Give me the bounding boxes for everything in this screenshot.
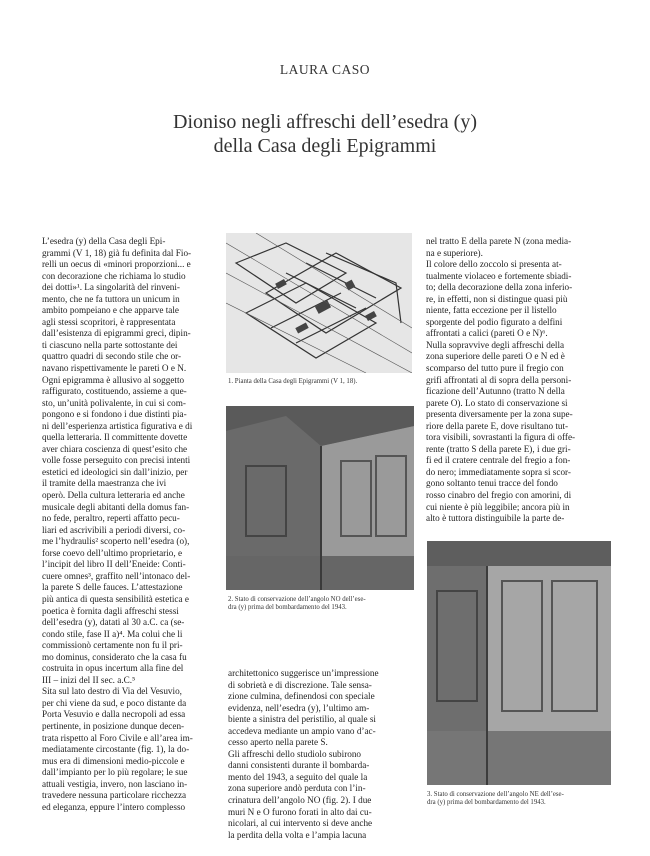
text-line: il tramite della maestranza che ivi [42, 478, 167, 489]
text-line: mus era di dimensioni medio-piccole e [42, 755, 185, 766]
text-line: cui niente è più leggibile; ancora più in [426, 501, 570, 512]
text-line: la perdita della volta e l’ampia lacuna [228, 829, 367, 840]
text-line: condo stile, fase II a)⁴. Ma colui che li [42, 628, 183, 639]
text-line: nel tratto E della parete N (zona media- [426, 236, 572, 246]
text-line: dei dotti»¹. La singolarità del rinveni- [42, 282, 180, 293]
text-line: grifi affrontati al di sopra della personi- [426, 374, 572, 385]
text-line: niente, fatta eccezione per il listello [426, 305, 557, 316]
text-line: III – inizi del II sec. a.C.⁵ [42, 674, 136, 685]
text-line: quella letteraria. Il committente dovette [42, 432, 188, 443]
text-line: dell’esedra (y), datati al 30 a.C. ca (se- [42, 617, 185, 628]
text-line: presenta diversamente per la zona supe- [426, 409, 573, 420]
text-line: tualmente violaceo e fortemente sbiadi- [426, 270, 572, 281]
title-line-1: Dioniso negli affreschi dell’esedra (y) [173, 111, 477, 133]
text-line: commissionò certamente non fu il pri- [42, 640, 183, 651]
text-line: dall’impianto per lo più regolare; le sue [42, 767, 188, 778]
text-line: evidenza, nell’esedra (y), l’ultimo am- [228, 702, 370, 713]
author-name: LAURA CASO [279, 62, 371, 77]
text-line: mo dominus, considerato che la casa fu [42, 651, 187, 662]
title-line-2: della Casa degli Epigrammi [213, 135, 437, 157]
text-line: dall’esistenza di epigrammi greci, dipin- [42, 328, 191, 339]
figure-1-caption [228, 378, 414, 386]
text-column-1 [42, 236, 218, 813]
text-line: fi ed il cratere centrale del fregio a fon- [426, 455, 571, 466]
figure-2-photo [226, 406, 414, 590]
text-line: scomparso del tutto pure il fregio con [426, 363, 564, 374]
text-line: ni dell’esperienza artistica figurativa e di [42, 420, 193, 431]
text-line: volle fosse perseguito con precisi intenti [42, 455, 191, 466]
text-line: estetici ed ideologici sin dall’inizio, per [42, 466, 188, 477]
text-line: alto è tuttora distinguibile la parte de- [426, 513, 565, 524]
text-line: ambito pompeiano e che apparve tale [42, 305, 179, 316]
text-line: zione culmina, definendosi con speciale [228, 691, 375, 702]
text-line: l’incipit del libro II dell’Eneide: Conti- [42, 559, 186, 570]
text-line: ti ciascuno nella parte sottostante dei [42, 339, 178, 350]
text-line: costruita in opus incertum alla fine del [42, 663, 184, 674]
text-line: trata rispetto al Foro Civile e all’area im- [42, 732, 193, 743]
text-line: re, in effetti, non si distingue quasi più [426, 293, 568, 304]
text-line: agli stessi scopritori, è rappresentata [42, 316, 176, 327]
caption-fig3-line1: 3. Stato di conservazione dell’angolo NE dell’ese- [427, 791, 564, 798]
text-line: rente (tratto S della parete E), i due gri- [426, 443, 571, 454]
text-line: travedere nessuna particolare ricchezza [42, 790, 187, 801]
text-line: la parete S delle fauces. L’attestazione [42, 582, 183, 593]
text-line: ed eleganza, eppure l’intero complesso [42, 801, 186, 812]
text-line: con decorazione che richiama lo studio [42, 270, 186, 281]
text-line: aver chiara coscienza di quest’esito che [42, 443, 188, 454]
caption-fig3-line2: dra (y) prima del bombardamento del 1943. [427, 799, 546, 807]
text-line: me l’hydraulis² scoperto nell’esedra (o), [42, 536, 190, 547]
figure-3-photo [427, 541, 611, 785]
text-line: mento, che ne fa tuttora un unicum in [42, 293, 180, 304]
text-line: di sobrietà e di discrezione. Tale sensa- [228, 679, 372, 690]
text-line: riore della parete E, dove risultano tut- [426, 420, 569, 431]
text-line: biente a sinistra del peristilio, al quale si [228, 714, 376, 725]
text-line: muri N e O furono forati in alto dai cu- [228, 806, 372, 817]
text-line: Ogni epigramma è allusivo al soggetto [42, 374, 185, 385]
text-line: liari ed ascrivibili a periodi diversi, co- [42, 524, 186, 535]
text-line: zona superiore andò perduta con l’in- [228, 783, 366, 794]
text-column-3 [426, 236, 612, 525]
text-line: affrontati a calici (pareti O e N)⁶. [426, 328, 548, 339]
figure-3-caption [427, 791, 613, 808]
text-line: no fede, peraltro, reperti affatto pecu- [42, 513, 180, 524]
text-line: Porta Vesuvio e dalla necropoli ad essa [42, 709, 186, 720]
caption-fig1: 1. Pianta della Casa degli Epigrammi (V 1, 18). [228, 378, 358, 385]
house-plan-drawing [226, 233, 412, 373]
text-column-2 [228, 668, 413, 841]
text-line: zona superiore delle pareti O e N ed è [426, 351, 565, 362]
caption-fig2-line2: dra (y) prima del bombardamento del 1943. [228, 604, 347, 612]
text-line: na e superiore). [426, 247, 483, 258]
text-line: danni consistenti durante il bombarda- [228, 760, 370, 771]
figure-1-plan [226, 233, 412, 373]
article-title [0, 110, 650, 158]
figure-2-caption [228, 596, 416, 613]
fresco-corner-no-photo [226, 406, 414, 590]
text-line: pongono e si fondono i due distinti pia- [42, 409, 187, 420]
text-line: relli un oecus di «minori proporzioni... e [42, 259, 191, 270]
text-line: per chi viene da sud, e poco distante da [42, 697, 187, 708]
text-line: quattro quadri di secondo stile che or- [42, 351, 182, 362]
text-line: parete O). Lo stato di conservazione si [426, 397, 568, 408]
text-line: gono soltanto tenui tracce del fondo [426, 478, 558, 489]
text-line: ficazione dell’Autunno (tratto N della [426, 386, 565, 397]
text-line: L’esedra (y) della Casa degli Epi- [42, 236, 166, 246]
text-line: sto, un’unità polivalente, in cui si com- [42, 397, 186, 408]
text-line: tora visibili, sovrastanti la figura di offe- [426, 432, 576, 443]
text-line: architettonico suggerisce un’impressione [228, 668, 379, 678]
fresco-corner-ne-photo [427, 541, 611, 785]
text-line: accedeva mediante un ampio vano d’ac- [228, 725, 376, 736]
text-line: attuali vestigia, invero, non lasciano in- [42, 778, 188, 789]
text-line: Sita sul lato destro di Via del Vesuvio, [42, 686, 182, 697]
text-line: cesso aperto nella parete S. [228, 737, 328, 748]
text-line: mediatamente circostante (fig. 1), la do- [42, 744, 190, 755]
text-line: do nero; immediatamente sopra si scor- [426, 466, 571, 477]
text-line: navano rispettivamente le pareti O e N. [42, 363, 187, 374]
text-line: operò. Della cultura letteraria ed anche [42, 490, 185, 501]
text-line: crinatura dell’angolo NO (fig. 2). I due [228, 795, 372, 806]
text-line: to; della decorazione della zona inferio- [426, 282, 573, 293]
text-line: mento del 1943, a seguito del quale la [228, 771, 368, 782]
caption-fig2-line1: 2. Stato di conservazione dell’angolo NO dell’ese- [228, 596, 366, 603]
text-line: cuere omnes³, graffito nell’intonaco del- [42, 570, 191, 581]
text-line: nicolari, al cui intervento si deve anche [228, 818, 373, 829]
text-line: forse coevo dell’ultimo proprietario, e [42, 547, 183, 558]
text-line: raffigurato, costituendo, assieme a que- [42, 386, 187, 397]
text-line: sporgente del podio figurato a delfini [426, 316, 563, 327]
text-line: Nulla sopravvive degli affreschi della [426, 339, 565, 350]
text-line: Gli affreschi dello studiolo subirono [228, 748, 362, 759]
text-line: pertinente, in posizione dunque decen- [42, 720, 185, 731]
text-line: più antica di questa sensibilità estetica e [42, 593, 189, 604]
text-line: musicale degli abitanti della domus fan- [42, 501, 190, 512]
text-line: Il colore dello zoccolo si presenta at- [426, 259, 562, 270]
text-line: rosso cinabro del fregio con amorini, di [426, 490, 572, 501]
text-line: poetica è fornita dagli affreschi stessi [42, 605, 179, 616]
text-line: grammi (V 1, 18) già fu definita dal Fio- [42, 247, 192, 258]
